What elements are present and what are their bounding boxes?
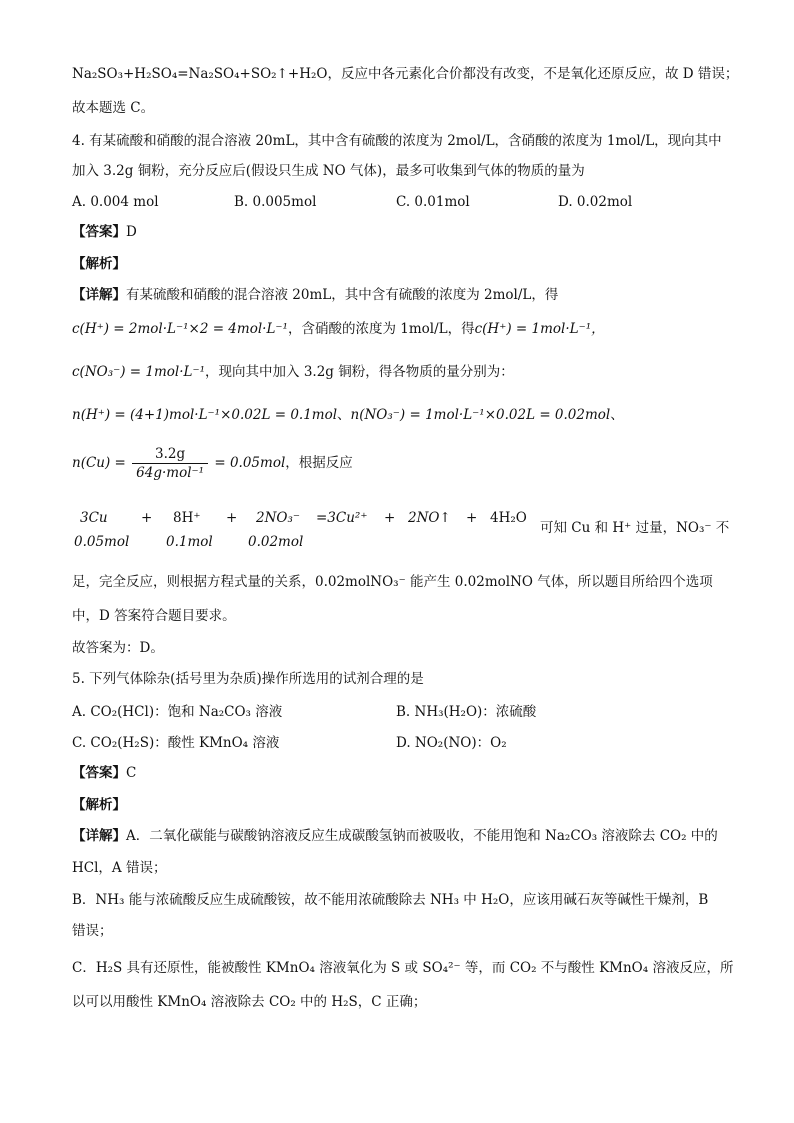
question-5-stem: 5. 下列气体除杂(括号里为杂质)操作所选用的试剂合理的是 — [72, 671, 424, 687]
analysis-tag: 【解析】 — [72, 797, 126, 813]
option-c: C. CO₂(H₂S)：酸性 KMnO₄ 溶液 — [72, 735, 280, 751]
option-d: D. 0.02mol — [558, 194, 633, 210]
reaction-plus: + — [384, 510, 396, 526]
text-line: 故本题选 C。 — [72, 100, 155, 116]
reaction-amount: 0.02mol — [248, 534, 304, 550]
equation: n(NO₃⁻) = 1mol·L⁻¹×0.02L = 0.02mol — [350, 407, 611, 423]
equation: n(H⁺) = (4+1)mol·L⁻¹×0.02L = 0.1mol — [72, 407, 338, 423]
answer-value: D — [126, 224, 137, 240]
reaction-amount: 0.1mol — [166, 534, 213, 550]
text-line: 以可以用酸性 KMnO₄ 溶液除去 CO₂ 中的 H₂S，C 正确； — [72, 994, 427, 1010]
equation-line: n(H⁺) = (4+1)mol·L⁻¹×0.02L = 0.1mol、n(NO₃⁻) = 1mol·L⁻¹×0.02L = 0.02mol、 — [72, 407, 624, 423]
option-b: B. NH₃(H₂O)：浓硫酸 — [396, 704, 537, 720]
option-a: A. 0.004 mol — [72, 194, 159, 210]
text-line: B．NH₃ 能与浓硫酸反应生成硫酸铵，故不能用浓硫酸除去 NH₃ 中 H₂O，应该用碱石灰等碱性干燥剂，B — [72, 892, 709, 908]
answer-line — [72, 222, 722, 242]
reaction-term: 4H₂O — [490, 510, 527, 526]
detail-line: 【详解】有某硫酸和硝酸的混合溶液 20mL，其中含有硫酸的浓度为 2mol/L，得 — [72, 287, 559, 303]
reaction-plus: + — [466, 510, 478, 526]
equation: c(H⁺) = 2mol·L⁻¹×2 = 4mol·L⁻¹ — [72, 321, 288, 337]
text-line: 错误； — [72, 923, 113, 939]
reaction-amount: 0.05mol — [74, 534, 130, 550]
fraction: $\frac{3.2g}{\text{64g·mol⁻¹}}$ — [132, 445, 208, 482]
detail-tag: 【详解】 — [72, 828, 126, 844]
text-line: C．H₂S 具有还原性，能被酸性 KMnO₄ 溶液氧化为 S 或 SO₄²⁻ 等，而 CO₂ 不与酸性 KMnO₄ 溶液反应，所 — [72, 960, 734, 976]
reaction-plus: + — [141, 510, 153, 526]
analysis-tag: 【解析】 — [72, 256, 126, 272]
answer-value: C — [126, 765, 137, 781]
option-c: C. 0.01mol — [396, 194, 470, 210]
question-4-stem: 4. 有某硫酸和硝酸的混合溶液 20mL，其中含有硫酸的浓度为 2mol/L，含硝酸的浓度为 1mol/L，现向其中 — [72, 133, 722, 149]
detail-tag: 【详解】 — [72, 287, 126, 303]
fraction-line: n(Cu) = $\frac{3.2g}{\text{64g·mol⁻¹}}$ = 0.05mol，根据反应 — [72, 446, 353, 481]
answer-tag: 【答案】 — [72, 224, 126, 240]
reaction-term: =3Cu²⁺ — [316, 510, 368, 526]
option-d: D. NO₂(NO)：O₂ — [396, 735, 507, 751]
equation: c(NO₃⁻) = 1mol·L⁻¹ — [72, 364, 206, 380]
question-4-stem: 加入 3.2g 铜粉，充分反应后(假设只生成 NO 气体)，最多可收集到气体的物质的量为 — [72, 163, 585, 179]
text-line: 中，D 答案符合题目要求。 — [72, 608, 236, 624]
reaction-term: 8H⁺ — [173, 510, 201, 526]
answer-line — [72, 763, 722, 783]
text-line: 足，完全反应，则根据方程式量的关系，0.02molNO₃⁻ 能产生 0.02molNO 气体，所以题目所给四个选项 — [72, 574, 713, 590]
reaction-term: 2NO↑ — [408, 510, 451, 526]
equation-line: c(NO₃⁻) = 1mol·L⁻¹，现向其中加入 3.2g 铜粉，得各物质的量分别为： — [72, 364, 514, 380]
option-a: A. CO₂(HCl)：饱和 Na₂CO₃ 溶液 — [72, 704, 283, 720]
text-line: 故答案为：D。 — [72, 640, 164, 656]
reaction-plus: + — [226, 510, 238, 526]
reaction-term: 2NO₃⁻ — [256, 510, 301, 526]
answer-tag: 【答案】 — [72, 765, 126, 781]
equation: c(H⁺) = 1mol·L⁻¹， — [474, 321, 605, 337]
detail-line: 【详解】A．二氧化碳能与碳酸钠溶液反应生成碳酸氢钠而被吸收，不能用饱和 Na₂CO₃ 溶液除去 CO₂ 中的 — [72, 828, 718, 844]
option-b: B. 0.005mol — [234, 194, 317, 210]
reaction-note: 可知 Cu 和 H⁺ 过量，NO₃⁻ 不 — [540, 520, 730, 536]
text-line: HCl，A 错误； — [72, 860, 167, 876]
text-line: Na₂SO₃+H₂SO₄=Na₂SO₄+SO₂↑+H₂O，反应中各元素化合价都没有改变，不是氧化还原反应，故 D 错误； — [72, 66, 739, 82]
reaction-term: 3Cu — [80, 510, 108, 526]
equation-line: c(H⁺) = 2mol·L⁻¹×2 = 4mol·L⁻¹，含硝酸的浓度为 1mol/L，得c(H⁺) = 1mol·L⁻¹， — [72, 321, 605, 337]
